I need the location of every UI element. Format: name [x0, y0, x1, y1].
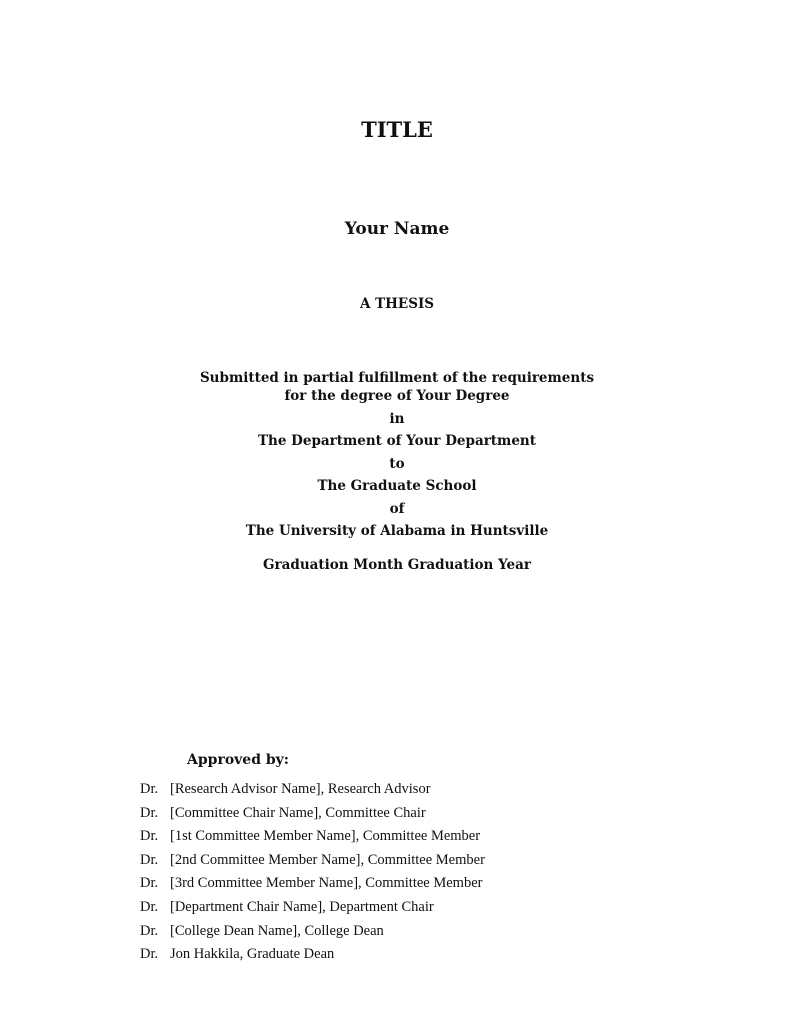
title-prefix: Dr. [140, 804, 159, 821]
approver-name-role: [Committee Chair Name], Committee Chair [170, 804, 426, 821]
title-prefix: Dr. [140, 781, 159, 797]
approver-name-role: [College Dean Name], College Dean [170, 922, 384, 939]
approver-name-role: [2nd Committee Member Name], Committee Member [170, 851, 485, 868]
approval-entry [140, 803, 485, 827]
approval-entry [140, 826, 485, 850]
document-type: A THESIS [359, 296, 435, 312]
department-line: The Department of Your Department [258, 433, 536, 449]
approval-entry [140, 921, 485, 945]
title-prefix: Dr. [140, 946, 159, 963]
approver-name-role: [3rd Committee Member Name], Committee Member [170, 875, 483, 892]
approval-entry [140, 873, 485, 897]
approver-name-role: [Research Advisor Name], Research Advisor [170, 781, 431, 797]
author-name: Your Name [344, 219, 450, 239]
approval-list [140, 779, 485, 968]
submission-line: Submitted in partial fulfillment of the requirements [199, 370, 595, 386]
submission-line: to [389, 456, 405, 472]
submission-line: in [389, 411, 405, 427]
submission-line: for the degree of Your Degree [284, 388, 510, 404]
title-prefix: Dr. [140, 875, 159, 892]
approver-name-role: Jon Hakkila, Graduate Dean [170, 946, 335, 963]
thesis-title: TITLE [361, 117, 433, 142]
approval-entry [140, 850, 485, 874]
approval-entry [140, 897, 485, 921]
submission-line: of [389, 501, 405, 517]
title-prefix: Dr. [140, 828, 159, 845]
graduation-date: Graduation Month Graduation Year [263, 557, 531, 573]
approver-name-role: [1st Committee Member Name], Committee Member [170, 828, 481, 845]
approver-name-role: [Department Chair Name], Department Chair [170, 898, 434, 915]
title-prefix: Dr. [140, 898, 159, 915]
title-prefix: Dr. [140, 851, 159, 868]
graduate-school-line: The Graduate School [317, 478, 477, 494]
title-prefix: Dr. [140, 922, 159, 939]
approval-entry [140, 944, 485, 968]
university-line: The University of Alabama in Huntsville [245, 523, 549, 539]
approval-entry [140, 779, 485, 803]
approval-heading: Approved by: [187, 752, 289, 768]
